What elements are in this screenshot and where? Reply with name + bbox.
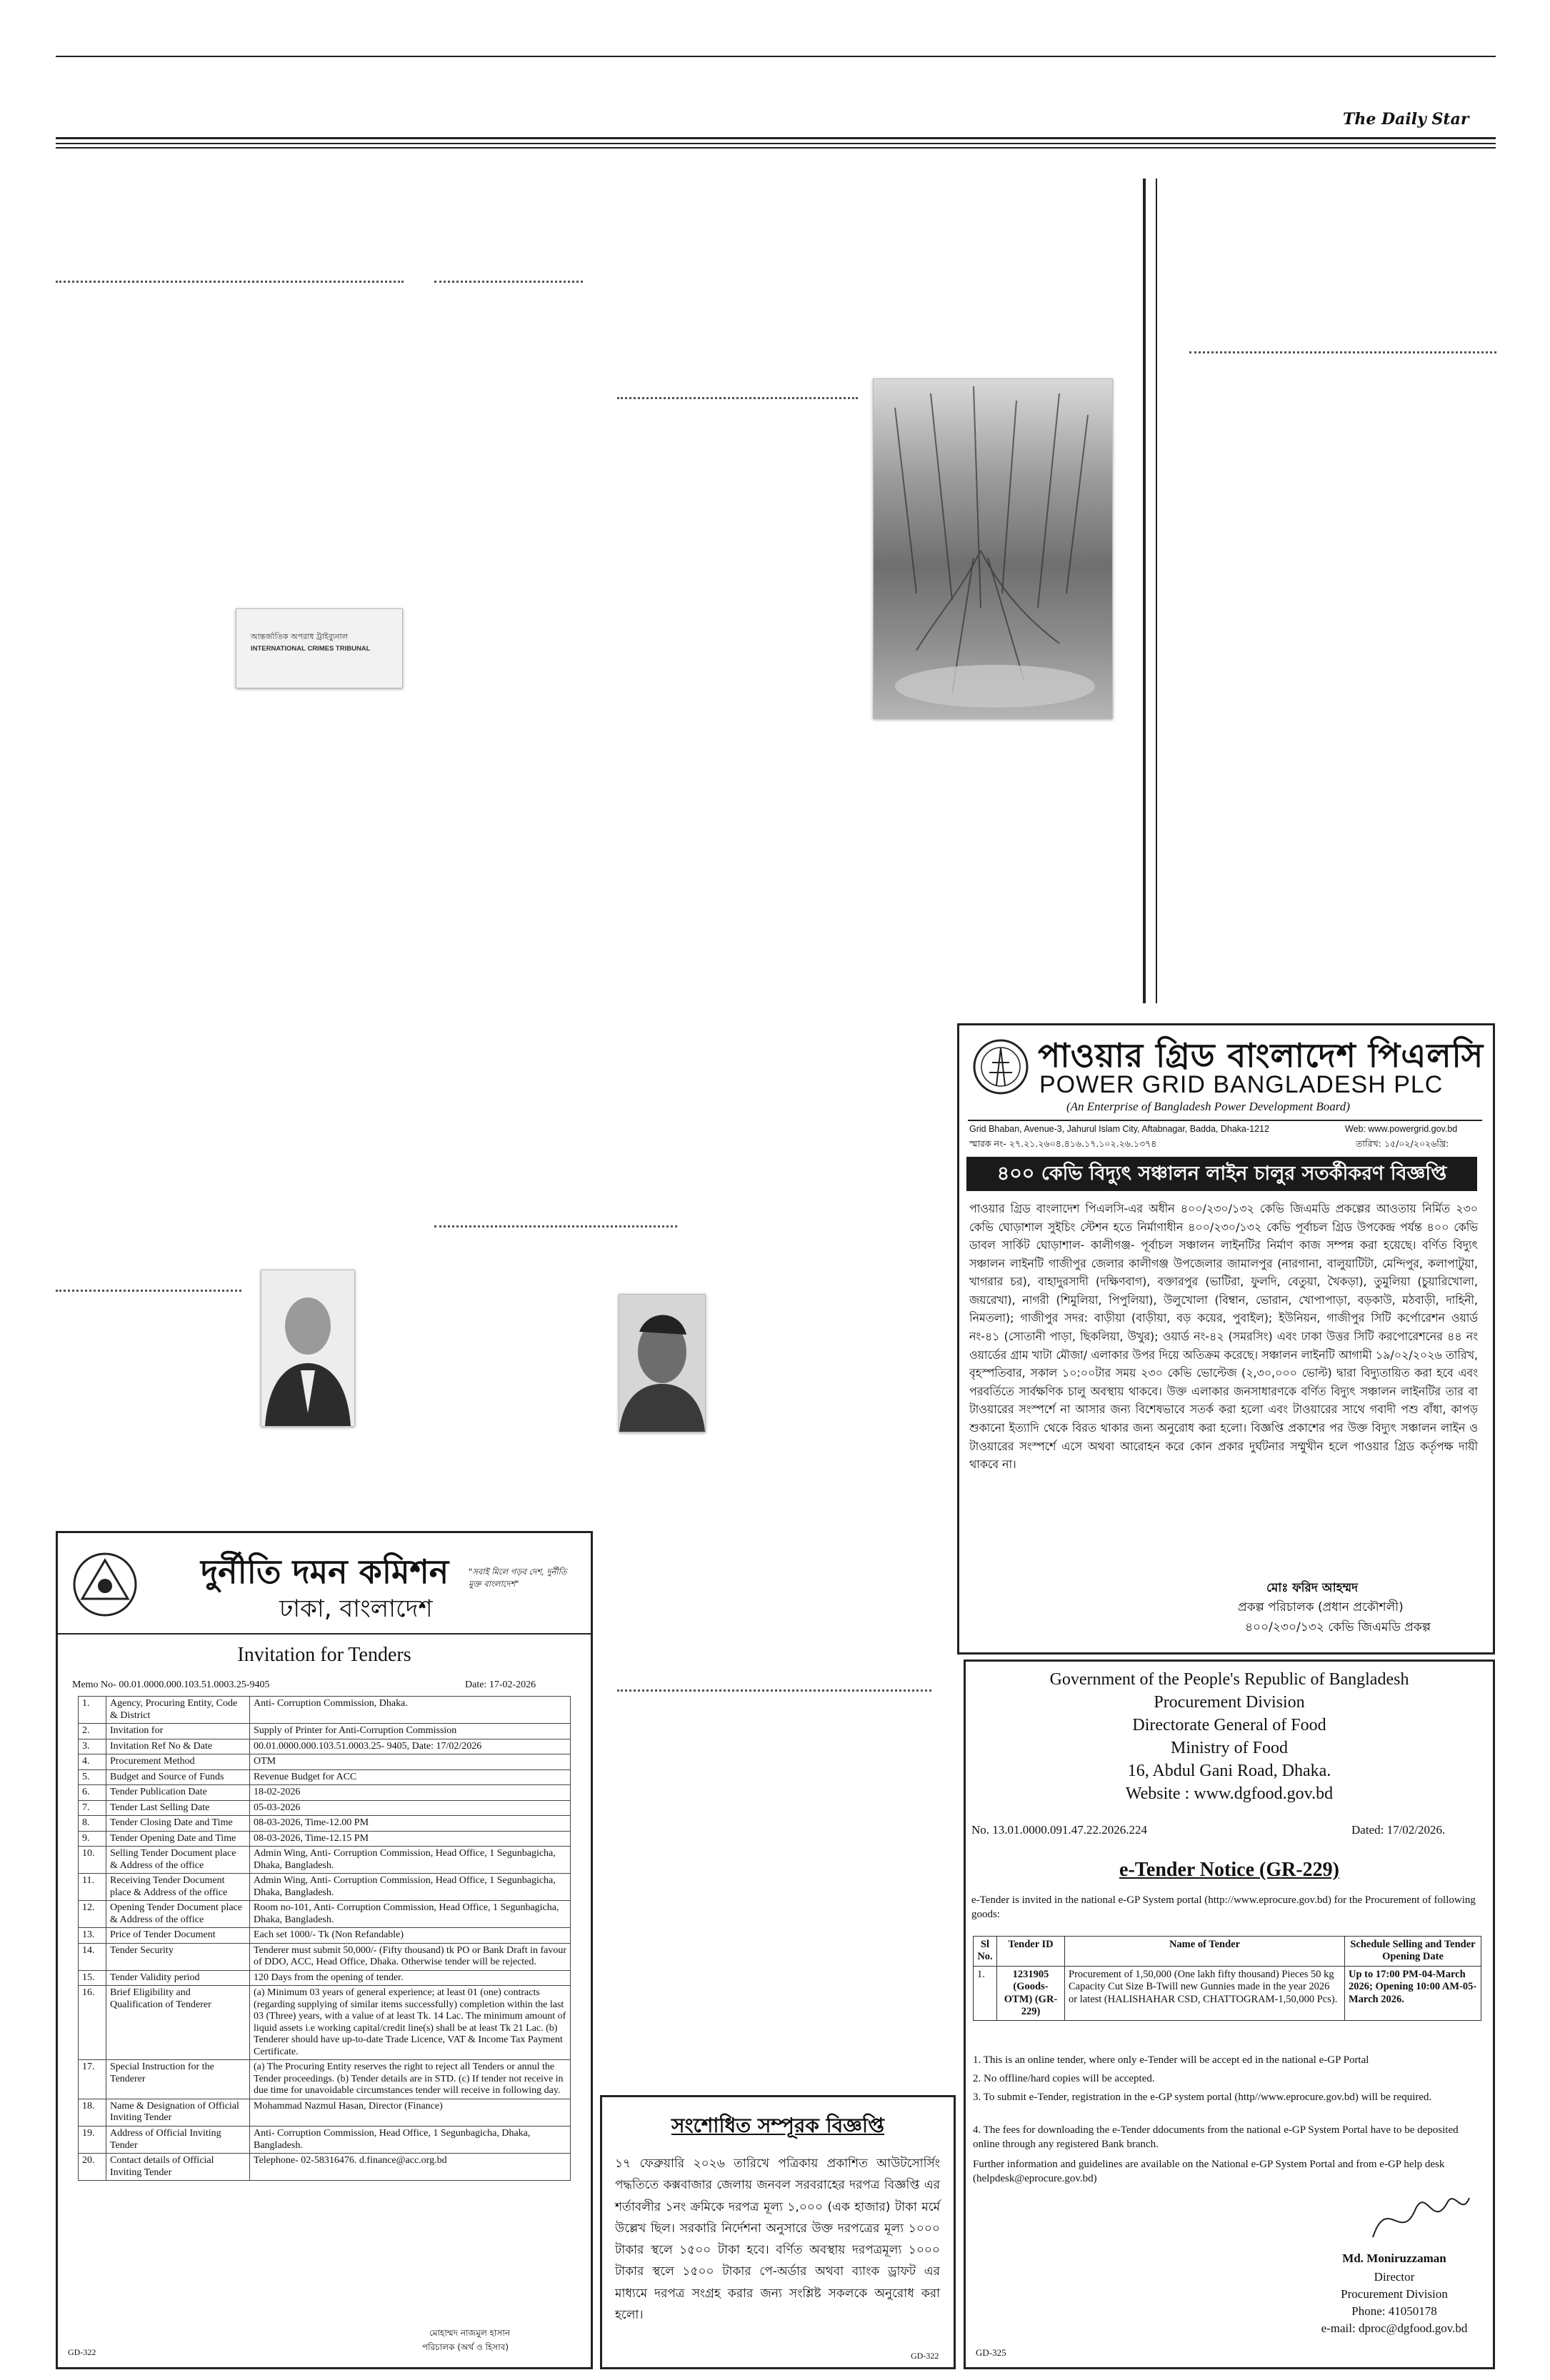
row-number: 15. xyxy=(79,1970,106,1986)
row-number: 1. xyxy=(79,1697,106,1724)
row-value: Mohammad Nazmul Hasan, Director (Finance) xyxy=(250,2099,571,2126)
table-row xyxy=(79,1901,571,1928)
supplement-notice xyxy=(600,2095,956,2369)
row-label: Invitation Ref No & Date xyxy=(106,1739,250,1754)
power-grid-memo: স্মারক নং- ২৭.২১.২৬০৪.৪১৬.১৭.১০২.২৬.১৩৭৪ xyxy=(969,1138,1157,1149)
row-number: 7. xyxy=(79,1800,106,1816)
table-row xyxy=(974,1966,1481,2021)
dgfood-signer-title: Director xyxy=(1374,2270,1415,2284)
table-row xyxy=(79,1831,571,1847)
row-number: 11. xyxy=(79,1874,106,1901)
row-value: Telephone- 02-58316476. d.finance@acc.org.bd xyxy=(250,2154,571,2181)
row-value: Anti- Corruption Commission, Head Office, 1 Segunbagicha, Dhaka, Bangladesh. xyxy=(250,2126,571,2153)
row-label: Opening Tender Document place & Address of the office xyxy=(106,1901,250,1928)
column-rule-thin xyxy=(1156,179,1157,1003)
power-grid-date: তারিখ: ১৫/০২/২০২৬খ্রি: xyxy=(1356,1138,1449,1149)
row-value: 120 Days from the opening of tender. xyxy=(250,1970,571,1986)
row-number: 2. xyxy=(79,1724,106,1739)
row-label: Tender Last Selling Date xyxy=(106,1800,250,1816)
dgfood-ad-code: GD-325 xyxy=(976,2347,1006,2358)
official-portrait xyxy=(261,1270,355,1427)
uprooted-trees-photo xyxy=(873,378,1113,719)
table-row xyxy=(79,1986,571,2060)
dgfood-division: Procurement Division xyxy=(1154,1693,1305,1712)
power-grid-ad xyxy=(957,1023,1495,1655)
row-value: 08-03-2026, Time-12.15 PM xyxy=(250,1831,571,1847)
dgfood-intro: e-Tender is invited in the national e-GP System portal (http://www.eprocure.gov.bd) for the Procurement of following goods: xyxy=(971,1894,1476,1921)
row-value: 18-02-2026 xyxy=(250,1785,571,1801)
divider xyxy=(58,1633,591,1635)
person-silhouette-icon xyxy=(619,1295,705,1432)
row-label: Budget and Source of Funds xyxy=(106,1769,250,1785)
power-grid-subtitle: (An Enterprise of Bangladesh Power Development Board) xyxy=(1066,1100,1350,1113)
col-header: Name of Tender xyxy=(1065,1937,1345,1967)
dgfood-date: Dated: 17/02/2026. xyxy=(1351,1823,1446,1837)
cell-schedule: Up to 17:00 PM-04-March 2026; Opening 10:00 AM-05- March 2026. xyxy=(1345,1966,1481,2021)
dgfood-footer: Further information and guidelines are available on the National e-GP System Portal and from e-GP help desk (helpdesk@eprocure.gov.bd) xyxy=(973,2159,1445,2185)
row-label: Tender Opening Date and Time xyxy=(106,1831,250,1847)
row-label: Tender Publication Date xyxy=(106,1785,250,1801)
person-silhouette-icon xyxy=(261,1270,354,1426)
col-header: Schedule Selling and Tender Opening Date xyxy=(1345,1937,1481,1967)
acc-city-bn: ঢাকা, বাংলাদেশ xyxy=(279,1595,433,1623)
acc-signer-title: পরিচালক (অর্থ ও হিসাব) xyxy=(422,2342,509,2352)
section-line xyxy=(617,397,858,399)
row-value: Admin Wing, Anti- Corruption Commission, Head Office, 1 Segunbagicha, Dhaka, Bangladesh. xyxy=(250,1847,571,1874)
row-number: 5. xyxy=(79,1769,106,1785)
historic-portrait xyxy=(619,1294,706,1432)
tribunal-sign-bn: আন্তর্জাতিক অপরাধ ট্রাইব্যুনাল xyxy=(251,632,348,641)
row-number: 18. xyxy=(79,2099,106,2126)
row-value: (a) Minimum 03 years of general experience; at least 01 (one) contracts (regarding supplying of similar items successfully) completion within the last 03 (Three) years, with a value of at least Tk. 14 Lac. The minimum amount of liquid assets i.e working capital/credit line(s) shall be at least Tk 21 Lac. (b) Tenderer should have up-to-date Trade Licence, VAT & Income Tax Payment Certificate. xyxy=(250,1986,571,2060)
table-row xyxy=(79,2126,571,2153)
section-line xyxy=(56,281,404,283)
table-row xyxy=(79,1754,571,1770)
acc-date: Date: 17-02-2026 xyxy=(465,1679,536,1690)
signature-mark xyxy=(1366,2180,1473,2251)
dgfood-tender-ad xyxy=(964,1660,1495,2369)
row-value: Each set 1000/- Tk (Non Refandable) xyxy=(250,1928,571,1944)
acc-heading: Invitation for Tenders xyxy=(237,1644,411,1666)
dgfood-phone: Phone: 41050178 xyxy=(1351,2304,1437,2318)
row-value: Admin Wing, Anti- Corruption Commission, Head Office, 1 Segunbagicha, Dhaka, Bangladesh. xyxy=(250,1874,571,1901)
row-label: Address of Official Inviting Tender xyxy=(106,2126,250,2153)
table-row xyxy=(79,1769,571,1785)
section-line xyxy=(1189,351,1496,353)
row-number: 6. xyxy=(79,1785,106,1801)
table-row xyxy=(79,1697,571,1724)
masthead-rule-2 xyxy=(56,143,1496,144)
row-label: Name & Designation of Official Inviting Tender xyxy=(106,2099,250,2126)
table-row xyxy=(79,1847,571,1874)
masthead-rule-1 xyxy=(56,137,1496,139)
dgfood-tender-table xyxy=(973,1936,1481,2021)
table-row xyxy=(79,1724,571,1739)
dgfood-gov: Government of the People's Republic of Bangladesh xyxy=(1049,1670,1409,1689)
row-label: Price of Tender Document xyxy=(106,1928,250,1944)
table-row xyxy=(79,1739,571,1754)
dgfood-note-3: 3. To submit e-Tender, registration in the e-GP system portal (http//www.eprocure.gov.bd) will be required. xyxy=(973,2092,1432,2103)
row-number: 19. xyxy=(79,2126,106,2153)
row-value: OTM xyxy=(250,1754,571,1770)
acc-slogan: "সবাই মিলে গড়ব দেশ, দুর্নীতি মুক্ত বাংলাদেশ" xyxy=(469,1567,567,1590)
dgfood-note-2: 2. No offline/hard copies will be accepted. xyxy=(973,2073,1155,2084)
row-value: Revenue Budget for ACC xyxy=(250,1769,571,1785)
row-number: 3. xyxy=(79,1739,106,1754)
row-number: 9. xyxy=(79,1831,106,1847)
table-row xyxy=(79,1800,571,1816)
tribunal-sign-en: INTERNATIONAL CRIMES TRIBUNAL xyxy=(251,645,371,653)
dgfood-memo: No. 13.01.0000.091.47.22.2026.224 xyxy=(971,1823,1148,1837)
power-grid-body: পাওয়ার গ্রিড বাংলাদেশ পিএলসি-এর অধীন ৪০০/২৩০/১৩২ কেভি জিএমডি প্রকল্পের আওতায় নির্মিত ২৩০ কেভি ঘোড়াশাল সুইচিং স্টেশন হতে নির্মাণাধীন ৪০০/২৩০/১৩২ কেভি পূর্বাচল গ্রিড উপকেন্দ্র পর্যন্ত ৪০০ কেভি ডাবল সার্কিট ঘোড়াশাল- কালীগঞ্জ- পূর্বাচল সঞ্চালন লাইনটির নির্মাণ কাজ সম্পন্ন করা হয়েছে। বর্ণিত বিদ্যুৎ সঞ্চালন লাইনটি গাজীপুর জেলার কালীগঞ্জ উপজেলার জামালপুর (নারগানা, বালুয়াটিটা, মেন্দিপুর, কলাপাটুয়া, খাগরার চর), বাহাদুরসাদী (দক্ষিণবাগ), বক্তারপুর (ভাটিরা, ফুলদি, বেতুয়া, খৈকড়া), তুমুলিয়া (চুয়ারিখোলা, জয়রেখা), নাগরী (শিমুলিয়া, পিপুলিয়া), উলুখোলা (বিম্বান, ভোরান, খোপাপাড়া, বড়কাউ, মঠবাড়ী, দাহিনী, নিমতলা); গাজীপুর সদর: বাড়ীয়া (বাড়ীয়া, বড় কয়ের, পুবাইল); ইউনিয়ন, গাজীপুর সিটি কর্পোরেশন ওয়ার্ড নং-৪১ (সোতানী পাড়া, ছিকলিয়া, উখুর); ওয়ার্ড নং-৪২ (সমরসিং) এবং ঢাকা উত্তর সিটি করপোরেশনের ৪৪ নং ওয়ার্ডের গ্রাম খাটা মৌজা/ এলাকার উপর দিয়ে অতিক্রম করেছে। সঞ্চালন লাইনটি আগামী ১৯/০২/২০২৬ তারিখ, বৃহস্পতিবার, সকাল ১০:০০টার সময় ২৩০ কেভি ভোল্টেজ (২,৩০,০০০ ভোল্ট) দ্বারা বিদ্যুতায়িত করা হবে এবং পরবর্তিতে সার্বক্ষণিক চালু অবস্থায় থাকবে। উক্ত এলাকার জনসাধারণকে বর্ণিত বিদ্যুৎ সঞ্চালন লাইনটির তার বা টাওয়ারের সংস্পর্শে না আসার জন্য বিশেষভাবে সতর্ক করা হলো এবং টাওয়ারের সাথে গবাদী পশু বাঁধা, কাপড় শুকানো ইত্যাদি থেকে বিরত থাকার জন্য অনুরোধ করা হলো। বিজ্ঞপ্তি প্রকাশের পর উক্ত বিদ্যুৎ সঞ্চালন লাইন ও টাওয়ারের সংস্পর্শে এসে অথবা আরোহন করে কোন প্রকার দুর্ঘটনার সম্মুখীন হলে পাওয়ার গ্রিড কর্তৃপক্ষ দায়ী থাকবে না। xyxy=(969,1202,1478,1472)
dgfood-ministry: Ministry of Food xyxy=(1170,1739,1288,1757)
col-header: Sl No. xyxy=(974,1937,997,1967)
row-number: 4. xyxy=(79,1754,106,1770)
acc-logo-icon xyxy=(72,1552,138,1617)
table-row xyxy=(79,2060,571,2099)
row-label: Receiving Tender Document place & Address of the office xyxy=(106,1874,250,1901)
power-grid-signer-title: প্রকল্প পরিচালক (প্রধান প্রকৌশলী) xyxy=(1238,1600,1404,1615)
row-value: Supply of Printer for Anti-Corruption Commission xyxy=(250,1724,571,1739)
cell-sl: 1. xyxy=(974,1966,997,2021)
section-line xyxy=(56,1290,241,1292)
row-number: 16. xyxy=(79,1986,106,2060)
dgfood-address: 16, Abdul Gani Road, Dhaka. xyxy=(1127,1762,1331,1780)
dgfood-directorate: Directorate General of Food xyxy=(1132,1716,1326,1734)
row-value: (a) The Procuring Entity reserves the right to reject all Tenders or annul the Tender proceedings. (b) Tender details are in STD. (c) If tender not receive in due time for unavoidable circumstances tender will receive in following day. xyxy=(250,2060,571,2099)
acc-name-bn: দুর্নীতি দমন কমিশন xyxy=(201,1552,449,1591)
table-row xyxy=(79,2099,571,2126)
dgfood-note-1: 1. This is an online tender, where only e-Tender will be accept ed in the national e-GP Portal xyxy=(973,2054,1369,2066)
row-value: Tenderer must submit 50,000/- (Fifty thousand) tk PO or Bank Draft in favour of DDO, ACC, Head Office, Dhaka. Otherwise tender will be rejected. xyxy=(250,1943,571,1970)
cell-name: Procurement of 1,50,000 (One lakh fifty thousand) Pieces 50 kg Capacity Cut Size B-Twill new Gunnies made in the year 2026 or latest (HALISHAHAR CSD, CHATTOGRAM-1,50,000 Pcs). xyxy=(1065,1966,1345,2021)
power-grid-address: Grid Bhaban, Avenue-3, Jahurul Islam City, Aftabnagar, Badda, Dhaka-1212 xyxy=(969,1124,1269,1134)
tribunal-sign-photo xyxy=(236,608,403,688)
row-label: Procurement Method xyxy=(106,1754,250,1770)
row-number: 10. xyxy=(79,1847,106,1874)
row-label: Tender Security xyxy=(106,1943,250,1970)
acc-tender-ad xyxy=(56,1531,593,2369)
row-number: 8. xyxy=(79,1816,106,1832)
row-label: Special Instruction for the Tenderer xyxy=(106,2060,250,2099)
row-label: Brief Eligibility and Qualification of Tenderer xyxy=(106,1986,250,2060)
power-grid-name-bn: পাওয়ার গ্রিড বাংলাদেশ পিএলসি xyxy=(1038,1036,1484,1075)
row-label: Invitation for xyxy=(106,1724,250,1739)
row-value: 08-03-2026, Time-12.00 PM xyxy=(250,1816,571,1832)
table-row xyxy=(79,1816,571,1832)
dgfood-website: Website : www.dgfood.gov.bd xyxy=(1125,1784,1334,1803)
table-row xyxy=(79,1928,571,1944)
divider xyxy=(968,1120,1482,1121)
trees-illustration xyxy=(874,379,1112,718)
power-grid-signer-project: ৪০০/২৩০/১৩২ কেভি জিএমডি প্রকল্প xyxy=(1245,1620,1431,1635)
row-label: Tender Validity period xyxy=(106,1970,250,1986)
acc-signer-name: মোহাম্মদ নাজমুল হাসান xyxy=(429,2328,510,2338)
supplement-code: GD-322 xyxy=(911,2351,939,2361)
power-grid-logo-icon xyxy=(972,1038,1029,1095)
row-label: Tender Closing Date and Time xyxy=(106,1816,250,1832)
column-rule xyxy=(1143,179,1146,1003)
row-label: Contact details of Official Inviting Tender xyxy=(106,2154,250,2181)
table-row xyxy=(79,1970,571,1986)
row-number: 17. xyxy=(79,2060,106,2099)
table-row xyxy=(79,1874,571,1901)
row-number: 12. xyxy=(79,1901,106,1928)
supplement-title: সংশোধিত সম্পূরক বিজ্ঞপ্তি xyxy=(671,2114,885,2137)
dgfood-title: e-Tender Notice (GR-229) xyxy=(1119,1859,1339,1881)
power-grid-headline: ৪০০ কেভি বিদ্যুৎ সঞ্চালন লাইন চালুর সতর্কীকরণ বিজ্ঞপ্তি xyxy=(966,1157,1477,1191)
dgfood-email: e-mail: dproc@dgfood.gov.bd xyxy=(1321,2321,1468,2335)
power-grid-signer-name: মোঃ ফরিদ আহম্মদ xyxy=(1266,1581,1359,1595)
row-number: 20. xyxy=(79,2154,106,2181)
section-line xyxy=(617,1689,931,1692)
row-label: Agency, Procuring Entity, Code & District xyxy=(106,1697,250,1724)
row-number: 14. xyxy=(79,1943,106,1970)
dgfood-signer-division: Procurement Division xyxy=(1341,2287,1448,2301)
dgfood-note-4: 4. The fees for downloading the e-Tender ddocuments from the national e-GP System Portal have to be deposited online through any registered Bank branch. xyxy=(973,2124,1459,2151)
row-value: 00.01.0000.000.103.51.0003.25- 9405, Date: 17/02/2026 xyxy=(250,1739,571,1754)
row-label: Selling Tender Document place & Address of the office xyxy=(106,1847,250,1874)
section-line xyxy=(434,1225,677,1227)
row-value: Anti- Corruption Commission, Dhaka. xyxy=(250,1697,571,1724)
table-row xyxy=(79,2154,571,2181)
table-row xyxy=(79,1785,571,1801)
acc-memo: Memo No- 00.01.0000.000.103.51.0003.25-9405 xyxy=(72,1679,270,1690)
acc-ad-code: GD-322 xyxy=(68,2347,96,2357)
supplement-body: ১৭ ফেব্রুয়ারি ২০২৬ তারিখে পত্রিকায় প্রকাশিত আউটসোর্সিং পদ্ধতিতে কক্সবাজার জেলায় জনবল সরবরাহের দরপত্র বিজ্ঞপ্তি এর শর্তাবলীর ১নং ক্রমিকে দরপত্র মূল্য ১,০০০ (এক হাজার) টাকা মর্মে উল্লেখ ছিল। সরকারি নির্দেশনা অনুসারে উক্ত দরপত্রের মূল্য ১০০০ টাকার স্থলে ১৫০০ টাকা হবে। বর্ণিত অবস্থায় দরপত্রমূল্য ১০০০ টাকার স্থলে ১৫০০ টাকার পে-অর্ডার অথবা ব্যাংক ড্রাফট এর মাধ্যমে দরপত্র সংগ্রহ করার জন্য সংশ্লিষ্ট সকলকে অনুরোধ করা হলো। xyxy=(615,2156,940,2322)
section-line xyxy=(434,281,583,283)
table-row xyxy=(79,1943,571,1970)
power-grid-name-en: POWER GRID BANGLADESH PLC xyxy=(1039,1071,1444,1098)
row-number: 13. xyxy=(79,1928,106,1944)
row-value: 05-03-2026 xyxy=(250,1800,571,1816)
cell-tender-id: 1231905 (Goods-OTM) (GR-229) xyxy=(997,1966,1065,2021)
masthead-logo: The Daily Star xyxy=(1343,110,1469,129)
top-rule xyxy=(56,56,1496,57)
power-grid-web: Web: www.powergrid.gov.bd xyxy=(1345,1124,1458,1134)
dgfood-signer-name: Md. Moniruzzaman xyxy=(1342,2251,1446,2265)
masthead-rule-3 xyxy=(56,147,1496,149)
row-value: Room no-101, Anti- Corruption Commission, Head Office, 1 Segunbagicha, Dhaka, Bangladesh. xyxy=(250,1901,571,1928)
acc-tender-table xyxy=(78,1696,571,2181)
col-header: Tender ID xyxy=(997,1937,1065,1967)
